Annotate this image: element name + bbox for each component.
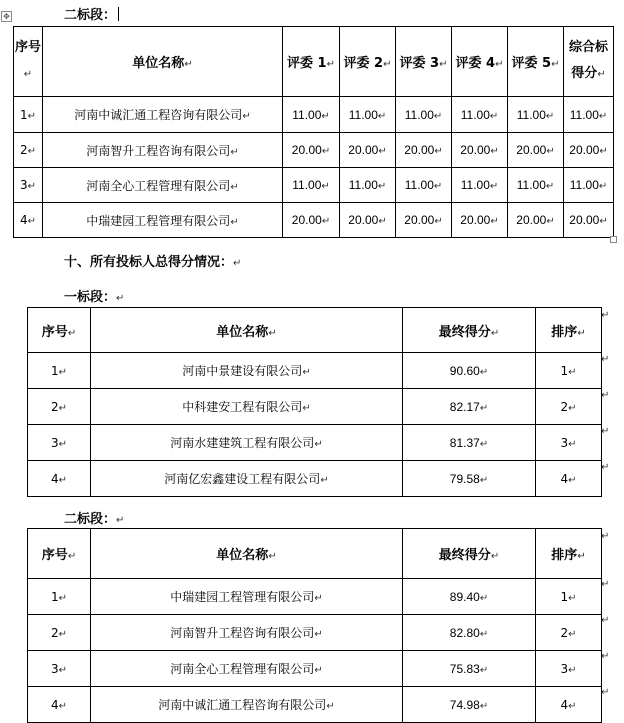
header-cell: 评委 1↵ xyxy=(283,27,340,97)
heading-text: 二标段： xyxy=(64,8,117,23)
company-name: 中瑞建园工程管理有限公司↵ xyxy=(43,203,283,238)
judge-score: 20.00↵ xyxy=(283,133,340,168)
row-end-mark: ↵ xyxy=(601,651,610,662)
lot2-scores-heading xyxy=(64,4,119,23)
header-cell: 排序↵ xyxy=(536,308,602,353)
judge-score: 20.00↵ xyxy=(340,133,396,168)
table-row xyxy=(28,651,602,687)
rank: 2↵ xyxy=(536,615,602,651)
judge-score: 11.00↵ xyxy=(283,168,340,203)
row-end-mark: ↵ xyxy=(601,531,610,542)
table-resize-handle[interactable] xyxy=(610,236,617,243)
row-end-mark: ↵ xyxy=(601,579,610,590)
header-cell: 最终得分↵ xyxy=(403,308,536,353)
table-move-handle-icon[interactable]: ✥ xyxy=(1,11,12,22)
combined-score: 11.00↵ xyxy=(564,97,614,133)
row-number: 3↵ xyxy=(14,168,43,203)
company-name: 河南智升工程咨询有限公司↵ xyxy=(43,133,283,168)
row-end-mark: ↵ xyxy=(601,615,610,626)
header-cell: 单位名称↵ xyxy=(91,529,403,579)
header-cell: 评委 5↵ xyxy=(508,27,564,97)
row-number: 1↵ xyxy=(28,353,91,389)
judge-score: 11.00↵ xyxy=(283,97,340,133)
row-number: 3↵ xyxy=(28,651,91,687)
judge-score: 20.00↵ xyxy=(396,203,452,238)
row-number: 3↵ xyxy=(28,425,91,461)
rank: 4↵ xyxy=(536,687,602,723)
text-cursor xyxy=(118,7,119,21)
judge-score: 20.00↵ xyxy=(452,133,508,168)
judge-scores-table xyxy=(13,26,614,238)
final-score: 82.80↵ xyxy=(403,615,536,651)
combined-score: 11.00↵ xyxy=(564,168,614,203)
table-row xyxy=(14,203,614,238)
row-number: 2↵ xyxy=(14,133,43,168)
final-score: 82.17↵ xyxy=(403,389,536,425)
table-row xyxy=(28,389,602,425)
row-end-mark: ↵ xyxy=(601,687,610,698)
company-name: 中科建安工程有限公司↵ xyxy=(91,389,403,425)
judge-score: 20.00↵ xyxy=(508,203,564,238)
header-cell: 综合标得分↵ xyxy=(564,27,614,97)
table-row xyxy=(14,97,614,133)
lot2-heading: 二标段：↵ xyxy=(64,512,125,527)
company-name: 河南中诚汇通工程咨询有限公司↵ xyxy=(91,687,403,723)
row-number: 4↵ xyxy=(28,461,91,497)
rank: 2↵ xyxy=(536,389,602,425)
combined-score: 20.00↵ xyxy=(564,133,614,168)
header-cell: 序号↵ xyxy=(28,529,91,579)
table-row xyxy=(28,353,602,389)
table-header-row xyxy=(28,529,602,579)
lot1-heading: 一标段：↵ xyxy=(64,290,125,305)
company-name: 河南全心工程管理有限公司↵ xyxy=(43,168,283,203)
table-header-row xyxy=(28,308,602,353)
header-cell: 评委 3↵ xyxy=(396,27,452,97)
rank: 3↵ xyxy=(536,651,602,687)
judge-score: 11.00↵ xyxy=(508,97,564,133)
table-row xyxy=(14,168,614,203)
company-name: 河南中景建设有限公司↵ xyxy=(91,353,403,389)
row-end-mark: ↵ xyxy=(601,462,610,473)
judge-score: 20.00↵ xyxy=(508,133,564,168)
judge-score: 11.00↵ xyxy=(340,168,396,203)
judge-score: 11.00↵ xyxy=(396,97,452,133)
header-cell: 序号↵ xyxy=(28,308,91,353)
rank: 4↵ xyxy=(536,461,602,497)
company-name: 河南水建建筑工程有限公司↵ xyxy=(91,425,403,461)
table-row xyxy=(28,579,602,615)
header-cell: 单位名称↵ xyxy=(43,27,283,97)
judge-score: 11.00↵ xyxy=(452,97,508,133)
header-cell: 序号↵ xyxy=(14,27,43,97)
company-name: 河南智升工程咨询有限公司↵ xyxy=(91,615,403,651)
rank: 1↵ xyxy=(536,579,602,615)
row-end-mark: ↵ xyxy=(601,426,610,437)
final-score: 75.83↵ xyxy=(403,651,536,687)
judge-score: 11.00↵ xyxy=(452,168,508,203)
judge-score: 20.00↵ xyxy=(452,203,508,238)
judge-score: 20.00↵ xyxy=(283,203,340,238)
judge-score: 11.00↵ xyxy=(508,168,564,203)
rank: 3↵ xyxy=(536,425,602,461)
lot2-ranking-table xyxy=(27,528,602,723)
header-cell: 评委 2↵ xyxy=(340,27,396,97)
header-cell: 排序↵ xyxy=(536,529,602,579)
judge-score: 20.00↵ xyxy=(396,133,452,168)
company-name: 河南全心工程管理有限公司↵ xyxy=(91,651,403,687)
header-cell: 评委 4↵ xyxy=(452,27,508,97)
header-cell: 单位名称↵ xyxy=(91,308,403,353)
row-end-mark: ↵ xyxy=(601,354,610,365)
header-cell: 最终得分↵ xyxy=(403,529,536,579)
table-row xyxy=(28,687,602,723)
final-score: 90.60↵ xyxy=(403,353,536,389)
company-name: 河南中诚汇通工程咨询有限公司↵ xyxy=(43,97,283,133)
row-number: 2↵ xyxy=(28,389,91,425)
company-name: 河南亿宏鑫建设工程有限公司↵ xyxy=(91,461,403,497)
company-name: 中瑞建园工程管理有限公司↵ xyxy=(91,579,403,615)
judge-score: 11.00↵ xyxy=(340,97,396,133)
table-row xyxy=(28,461,602,497)
final-score: 89.40↵ xyxy=(403,579,536,615)
judge-score: 20.00↵ xyxy=(340,203,396,238)
final-score: 79.58↵ xyxy=(403,461,536,497)
combined-score: 20.00↵ xyxy=(564,203,614,238)
row-number: 4↵ xyxy=(28,687,91,723)
row-end-mark: ↵ xyxy=(601,390,610,401)
lot1-ranking-table xyxy=(27,307,602,497)
table-row xyxy=(28,425,602,461)
row-number: 2↵ xyxy=(28,615,91,651)
section-10-heading: 十、所有投标人总得分情况：↵ xyxy=(64,255,242,270)
table-row xyxy=(28,615,602,651)
row-number: 4↵ xyxy=(14,203,43,238)
row-end-mark: ↵ xyxy=(601,310,610,321)
table-row xyxy=(14,133,614,168)
row-number: 1↵ xyxy=(14,97,43,133)
final-score: 74.98↵ xyxy=(403,687,536,723)
judge-score: 11.00↵ xyxy=(396,168,452,203)
table-header-row xyxy=(14,27,614,97)
row-number: 1↵ xyxy=(28,579,91,615)
rank: 1↵ xyxy=(536,353,602,389)
final-score: 81.37↵ xyxy=(403,425,536,461)
